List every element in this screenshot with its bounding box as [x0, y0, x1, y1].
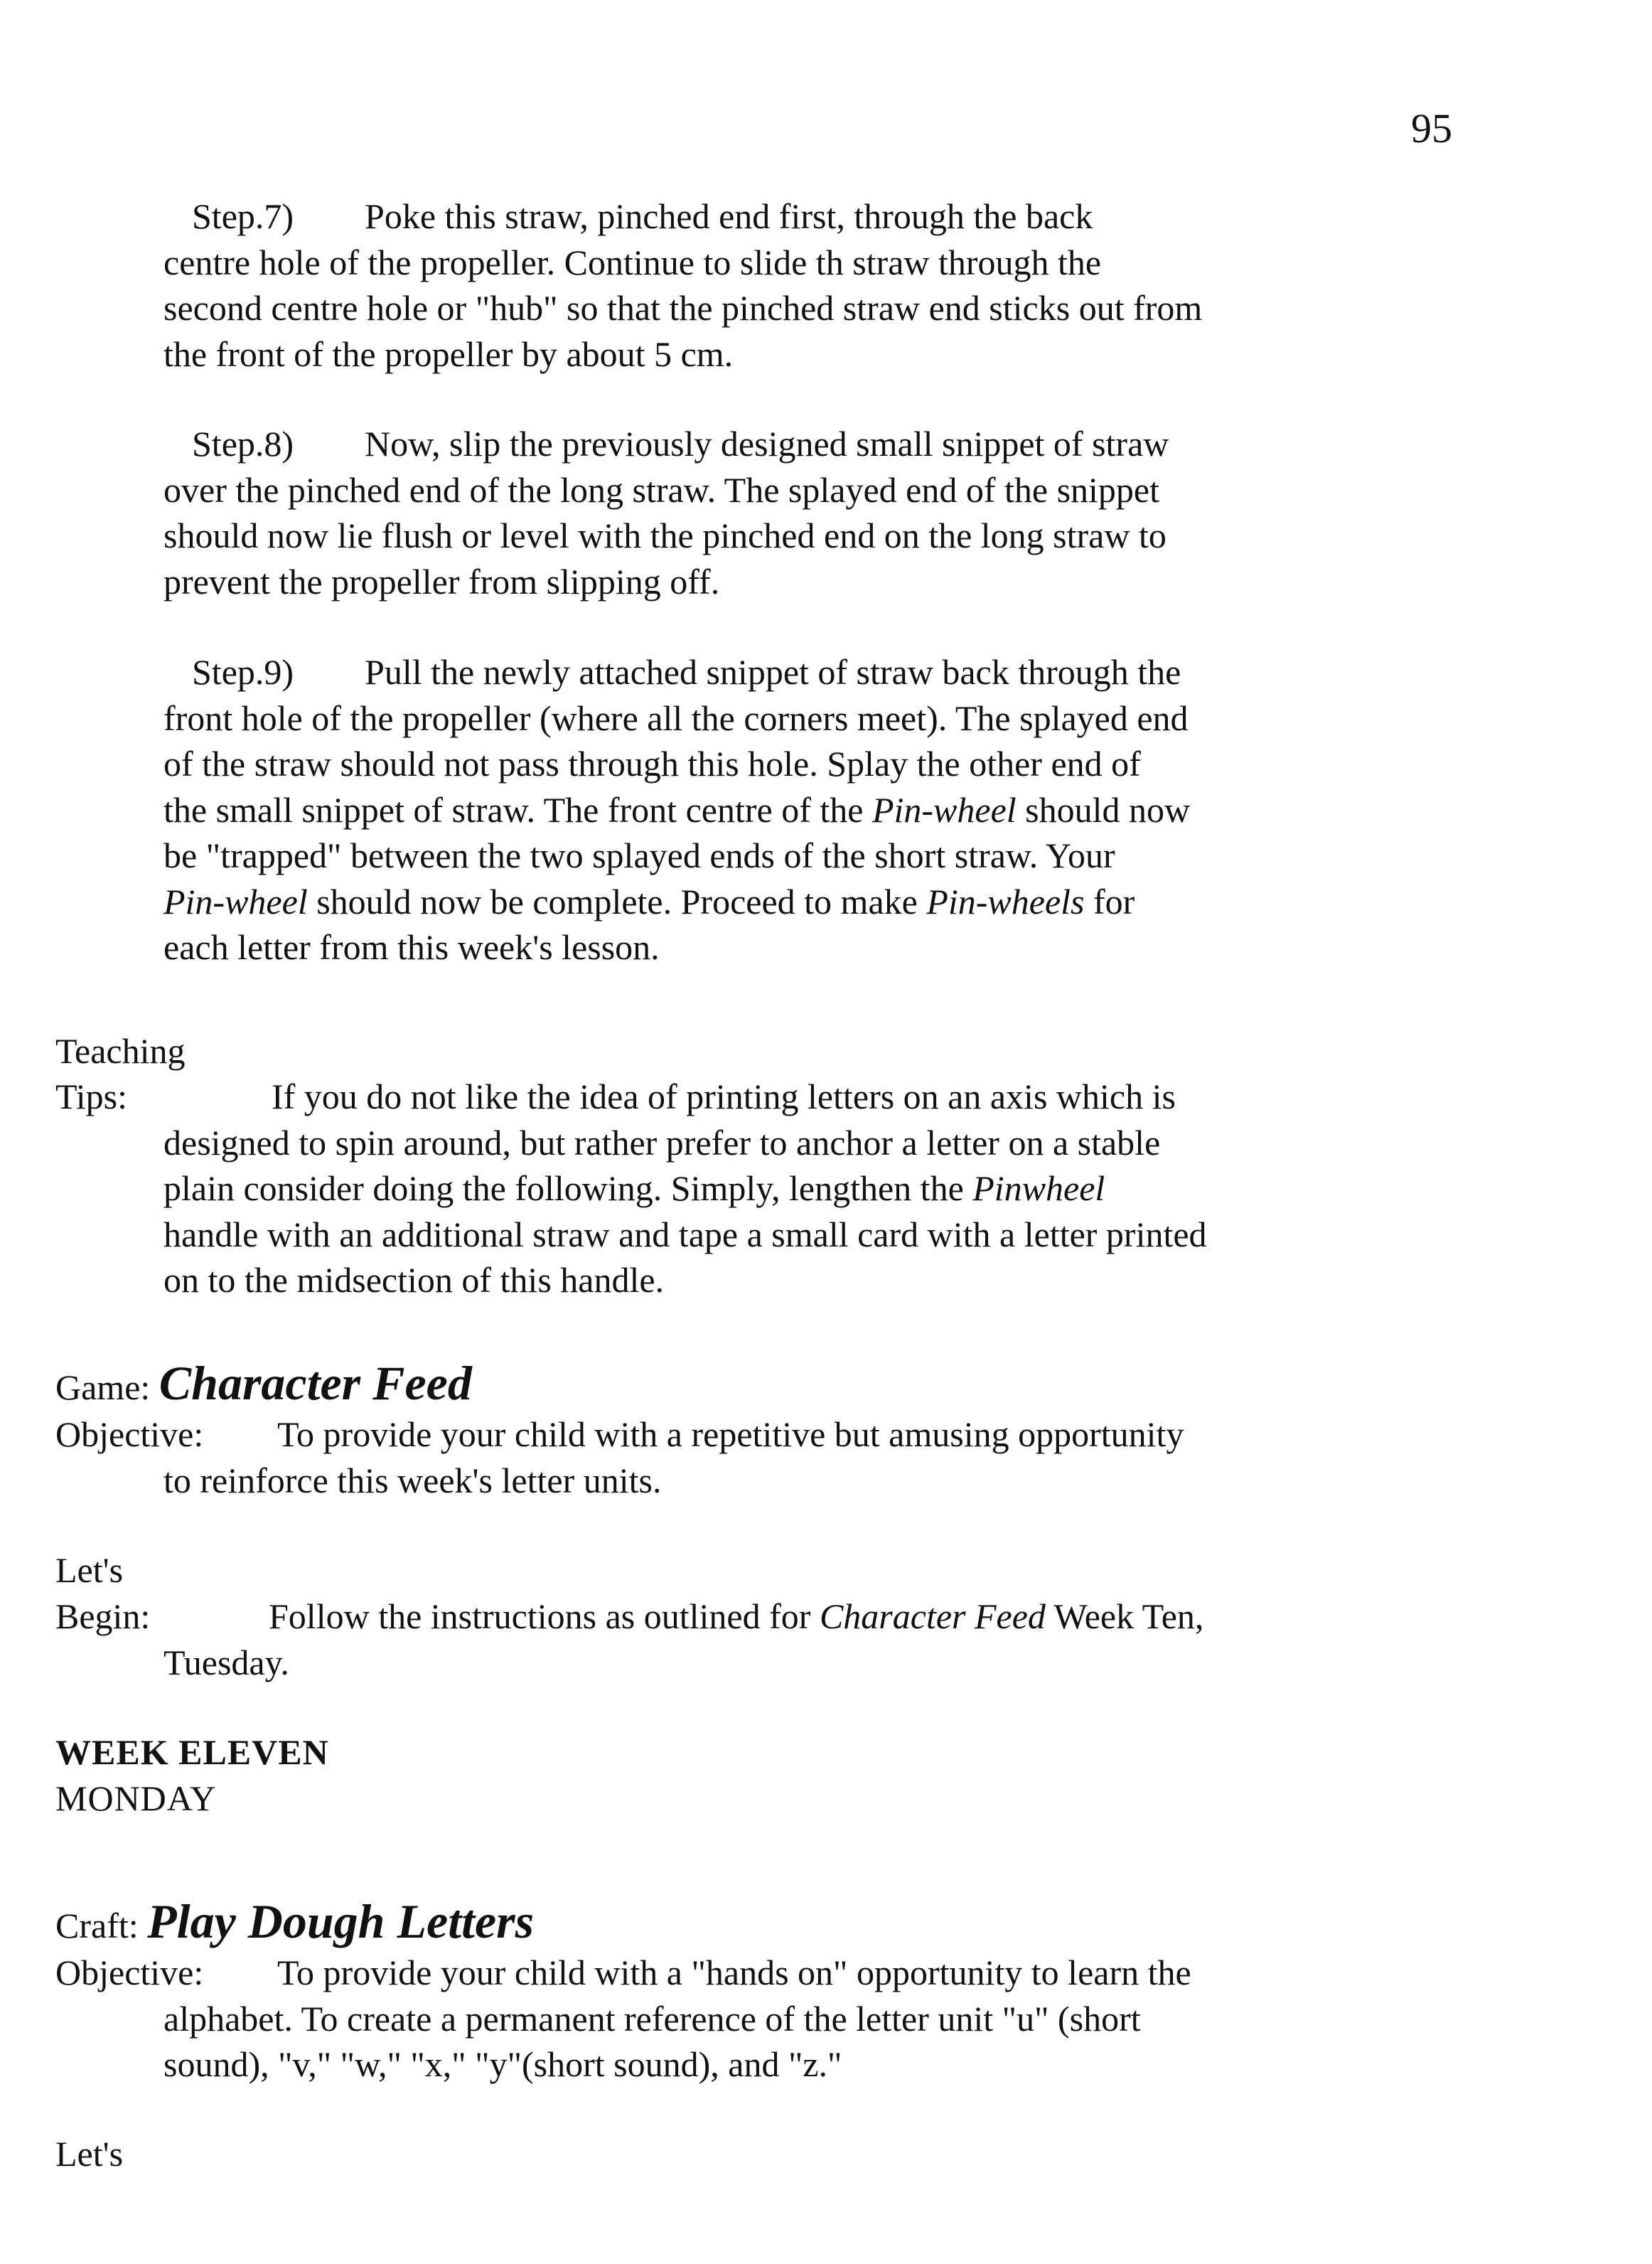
- craft-objective-label: Objective:: [55, 1953, 204, 1992]
- week-day: MONDAY: [55, 1778, 217, 1818]
- craft-title: Play Dough Letters: [147, 1894, 535, 1948]
- step-8-paragraph: Step.8) Now, slip the previously designed small snippet of straw over the pinched end of the long straw. The splayed end of the snippet should now lie flush or level with the pinched end on the long straw to prevent the propeller from slipping off.: [163, 424, 1169, 602]
- step-8-label: Step.8): [192, 424, 294, 464]
- teaching-tips-label-line2: Tips:: [55, 1077, 128, 1116]
- step-9-paragraph: Step.9) Pull the newly attached snippet of straw back through the front hole of the propeller (where all the corners meet). The splayed end of the straw should not pass through this hole. Splay the other end of the small snippet of straw. The front centre of the Pin-wheel should now be "trapped" between the two splayed ends of the short straw. Your Pin-wheel should now be complete. Proceed to make Pin-wheels for each letter from this week's lesson.: [163, 652, 1191, 967]
- game-title: Character Feed: [159, 1356, 472, 1410]
- game-begin-label-line1: Let's: [55, 1550, 124, 1590]
- step-7-label: Step.7): [192, 196, 294, 236]
- craft-heading: [55, 1893, 534, 1954]
- page-number: 95: [1411, 105, 1452, 151]
- game-label: Game:: [55, 1367, 151, 1407]
- game-heading: [55, 1355, 472, 1416]
- game-objective-text: To provide your child with a repetitive but amusing opportunity to reinforce this week's letter units.: [163, 1414, 1184, 1500]
- step-7-paragraph: Step.7) Poke this straw, pinched end first, through the back centre hole of the propeller. Continue to slide th straw through the second centre hole or "hub" so that the pinched straw end sticks out from the front of the propeller by about 5 cm.: [163, 196, 1203, 374]
- week-title: WEEK ELEVEN: [55, 1732, 329, 1772]
- craft-label: Craft:: [55, 1906, 139, 1945]
- game-begin-label-line2: Begin:: [55, 1596, 151, 1636]
- teaching-tips-paragraph: If you do not like the idea of printing letters on an axis which is designed to spin around, but rather prefer to anchor a letter on a stable plain consider doing the following. Simply, lengthen the Pinwheel handle with an additional straw and tape a small card with a letter printed on to the midsection of this handle.: [163, 1077, 1207, 1300]
- craft-objective-text: To provide your child with a "hands on" opportunity to learn the alphabet. To create a permanent reference of the letter unit "u" (short sound), "v," "w," "x," "y"(short sound), and "z.": [163, 1953, 1191, 2084]
- step-9-label: Step.9): [192, 652, 294, 692]
- craft-begin-label-line1: Let's: [55, 2134, 124, 2174]
- teaching-tips-label-line1: Teaching: [55, 1031, 186, 1071]
- game-objective-label: Objective:: [55, 1414, 204, 1454]
- game-begin-text: Follow the instructions as outlined for Character Feed Week Ten, Tuesday.: [163, 1596, 1204, 1682]
